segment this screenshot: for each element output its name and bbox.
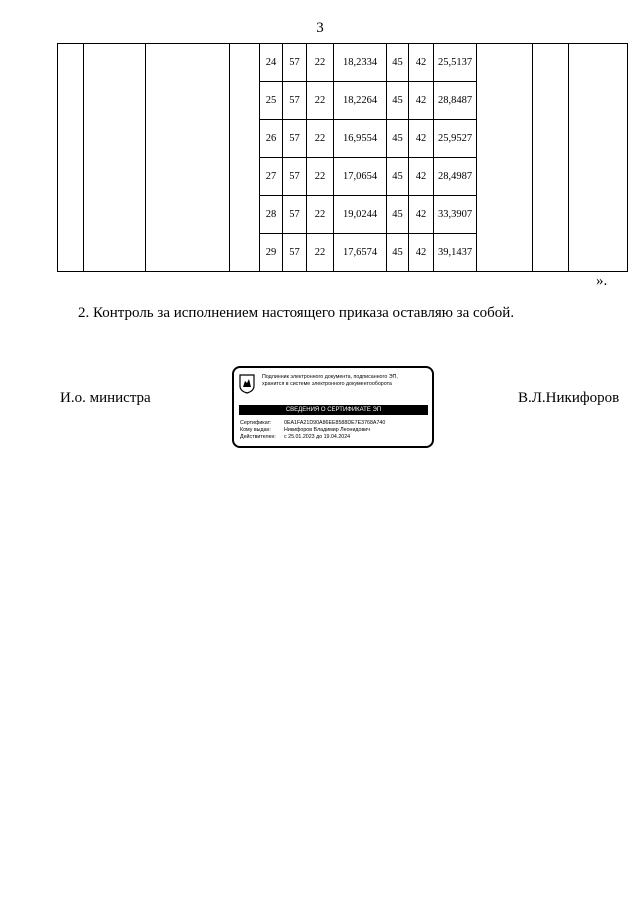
table-cell: 22 <box>307 120 334 158</box>
page-number: 3 <box>316 20 324 36</box>
empty-cell <box>569 82 628 120</box>
table-cell: 25 <box>260 82 283 120</box>
table-cell: 22 <box>307 196 334 234</box>
table-cell: 28,4987 <box>434 158 477 196</box>
table-cell: 42 <box>409 234 434 272</box>
empty-cell <box>58 158 84 196</box>
empty-cell <box>84 82 146 120</box>
empty-cell <box>569 44 628 82</box>
table-cell: 28,8487 <box>434 82 477 120</box>
empty-cell <box>58 196 84 234</box>
empty-cell <box>146 196 230 234</box>
table-cell: 24 <box>260 44 283 82</box>
empty-cell <box>533 44 569 82</box>
table-cell: 29 <box>260 234 283 272</box>
control-paragraph: 2. Контроль за исполнением настоящего приказа оставляю за собой. <box>78 305 515 321</box>
signer-name: В.Л.Никифоров <box>518 390 620 406</box>
table-cell: 45 <box>387 120 409 158</box>
empty-cell <box>533 196 569 234</box>
table-row <box>58 158 628 196</box>
table-cell: 39,1437 <box>434 234 477 272</box>
table-cell: 45 <box>387 196 409 234</box>
validity-label: Действителен: <box>240 434 276 440</box>
empty-cell <box>477 234 533 272</box>
stamp-header-line-2: хранится в системе электронного документооборота <box>262 381 392 387</box>
empty-cell <box>477 196 533 234</box>
empty-cell <box>533 120 569 158</box>
table-cell: 22 <box>307 82 334 120</box>
closing-quote: ». <box>596 273 608 289</box>
empty-cell <box>58 120 84 158</box>
empty-cell <box>230 158 260 196</box>
data-table <box>57 43 628 272</box>
table-cell: 42 <box>409 82 434 120</box>
empty-cell <box>569 196 628 234</box>
empty-cell <box>84 196 146 234</box>
table-cell: 19,0244 <box>334 196 387 234</box>
table-cell: 28 <box>260 196 283 234</box>
empty-cell <box>146 158 230 196</box>
table-cell: 22 <box>307 44 334 82</box>
table-cell: 25,5137 <box>434 44 477 82</box>
table-cell: 42 <box>409 158 434 196</box>
table-cell: 33,3907 <box>434 196 477 234</box>
empty-cell <box>230 234 260 272</box>
table-cell: 22 <box>307 234 334 272</box>
table-cell: 45 <box>387 82 409 120</box>
empty-cell <box>533 82 569 120</box>
empty-cell <box>58 234 84 272</box>
table-cell: 26 <box>260 120 283 158</box>
validity-value: с 25.01.2023 до 19.04.2024 <box>284 434 351 440</box>
empty-cell <box>84 44 146 82</box>
empty-cell <box>533 234 569 272</box>
table-cell: 17,0654 <box>334 158 387 196</box>
certificate-label: Сертификат: <box>240 420 272 426</box>
validity-row <box>240 434 350 441</box>
empty-cell <box>477 44 533 82</box>
table-cell: 57 <box>283 44 307 82</box>
coat-of-arms-icon <box>239 374 255 394</box>
table-cell: 57 <box>283 234 307 272</box>
empty-cell <box>146 44 230 82</box>
table-cell: 57 <box>283 120 307 158</box>
empty-cell <box>146 120 230 158</box>
empty-cell <box>146 82 230 120</box>
owner-value: Никифоров Владимир Леонидович <box>284 427 370 433</box>
table-cell: 27 <box>260 158 283 196</box>
table-cell: 42 <box>409 44 434 82</box>
table-cell: 57 <box>283 158 307 196</box>
table-cell: 18,2334 <box>334 44 387 82</box>
stamp-header-line-1: Подлинник электронного документа, подписанного ЭП, <box>262 374 398 380</box>
empty-cell <box>477 120 533 158</box>
empty-cell <box>230 44 260 82</box>
empty-cell <box>569 120 628 158</box>
table-cell: 42 <box>409 120 434 158</box>
empty-cell <box>230 120 260 158</box>
table-cell: 45 <box>387 234 409 272</box>
empty-cell <box>477 82 533 120</box>
table-cell: 25,9527 <box>434 120 477 158</box>
table-cell: 45 <box>387 44 409 82</box>
stamp-header <box>262 374 430 388</box>
table-row <box>58 44 628 82</box>
empty-cell <box>58 82 84 120</box>
empty-cell <box>58 44 84 82</box>
empty-cell <box>146 234 230 272</box>
empty-cell <box>569 158 628 196</box>
table-cell: 16,9554 <box>334 120 387 158</box>
table-cell: 17,6574 <box>334 234 387 272</box>
table-cell: 22 <box>307 158 334 196</box>
signer-title: И.о. министра <box>60 390 151 406</box>
table-cell: 57 <box>283 196 307 234</box>
table-cell: 57 <box>283 82 307 120</box>
table-row <box>58 196 628 234</box>
empty-cell <box>84 234 146 272</box>
owner-label: Кому выдан: <box>240 427 271 433</box>
stamp-title-bar: СВЕДЕНИЯ О СЕРТИФИКАТЕ ЭП <box>239 405 428 415</box>
empty-cell <box>84 158 146 196</box>
table-cell: 45 <box>387 158 409 196</box>
table-row <box>58 82 628 120</box>
table-row <box>58 120 628 158</box>
empty-cell <box>477 158 533 196</box>
empty-cell <box>569 234 628 272</box>
e-signature-stamp <box>232 366 434 448</box>
empty-cell <box>230 196 260 234</box>
owner-row <box>240 427 370 434</box>
empty-cell <box>533 158 569 196</box>
table-cell: 18,2264 <box>334 82 387 120</box>
empty-cell <box>230 82 260 120</box>
table-row <box>58 234 628 272</box>
certificate-row <box>240 420 385 427</box>
certificate-value: 0EA1FA21D90A86EE8588DE7E3768A740 <box>284 420 386 426</box>
empty-cell <box>84 120 146 158</box>
table-cell: 42 <box>409 196 434 234</box>
